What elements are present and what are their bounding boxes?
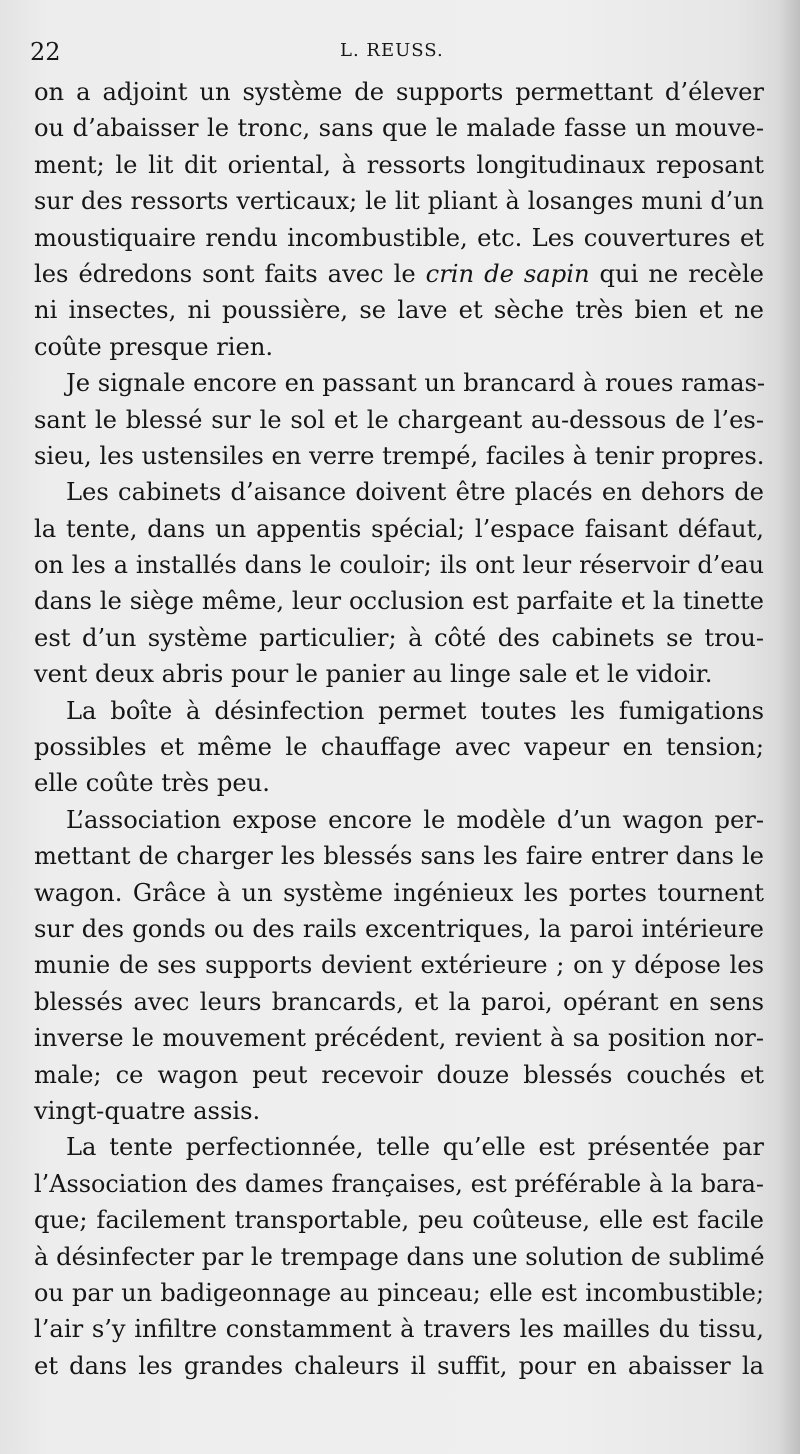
text-line: sieu, les ustensiles en verre trempé, faciles à tenir propres. xyxy=(34,441,765,470)
text-line: Les cabinets d’aisance doivent être placés en dehors de xyxy=(66,478,764,507)
page-edge-shadow xyxy=(778,0,800,1454)
text-line: sur des ressorts verticaux; le lit pliant à losanges muni d’un xyxy=(34,187,764,216)
text-line: male; ce wagon peut recevoir douze blessés couchés et xyxy=(34,1060,764,1089)
text-line: vingt-quatre assis. xyxy=(34,1096,261,1125)
text-line: l’Association des dames françaises, est préférable à la bara- xyxy=(34,1169,764,1198)
text-line: les édredons sont faits avec le crin de sapin qui ne recèle xyxy=(34,259,765,288)
text-line: ou par un badigeonnage au pinceau; elle est incombustible; xyxy=(34,1278,764,1307)
text-line: dans le siège même, leur occlusion est parfaite et la tinette xyxy=(34,587,764,616)
italic-phrase: crin de sapin xyxy=(425,259,590,288)
text-line: wagon. Grâce à un système ingénieux les portes tournent xyxy=(34,878,764,907)
text-line: La boîte à désinfection permet toutes les fumigations xyxy=(66,696,764,725)
text-line: la tente, dans un appentis spécial; l’espace faisant défaut, xyxy=(34,514,764,543)
text-line: ni insectes, ni poussière, se lave et sèche très bien et ne xyxy=(34,296,764,325)
text-line: elle coûte très peu. xyxy=(34,769,270,798)
text-line: possibles et même le chauffage avec vapeur en tension; xyxy=(34,733,764,762)
body-text xyxy=(34,74,764,1384)
text-line: Je signale encore en passant un brancard à roues ramas- xyxy=(66,369,766,398)
running-head xyxy=(30,38,760,66)
text-line: l’air s’y infiltre constamment à travers les mailles du tissu, xyxy=(34,1315,764,1344)
text-line: ment; le lit dit oriental, à ressorts longitudinaux reposant xyxy=(34,150,764,179)
text-line: moustiquaire rendu incombustible, etc. Les couvertures et xyxy=(34,223,764,252)
text-line: mettant de charger les blessés sans les faire entrer dans le xyxy=(34,842,764,871)
text-line: blessés avec leurs brancards, et la paroi, opérant en sens xyxy=(34,987,764,1016)
page-number: 22 xyxy=(30,38,61,66)
text-line: on a adjoint un système de supports permettant d’élever xyxy=(34,78,764,106)
text-line: inverse le mouvement précédent, revient à sa position nor- xyxy=(34,1024,764,1053)
text-line: L’association expose encore le modèle d’un wagon per- xyxy=(66,805,764,834)
text-line: ou d’abaisser le tronc, sans que le malade fasse un mouve- xyxy=(34,114,764,143)
text-line: coûte presque rien. xyxy=(34,332,274,361)
text-line: La tente perfectionnée, telle qu’elle est présentée par xyxy=(66,1133,764,1162)
text-line: sant le blessé sur le sol et le chargeant au-dessous de l’es- xyxy=(34,405,764,434)
text-line: on les a installés dans le couloir; ils ont leur réservoir d’eau xyxy=(34,551,764,580)
text-line: vent deux abris pour le panier au linge sale et le vidoir. xyxy=(34,660,713,689)
text-line: et dans les grandes chaleurs il suffit, pour en abaisser la xyxy=(34,1351,764,1380)
text-line: que; facilement transportable, peu coûteuse, elle est facile xyxy=(34,1206,764,1235)
running-head-author: L. REUSS. xyxy=(340,40,444,61)
text-line: est d’un système particulier; à côté des cabinets se trou- xyxy=(34,623,764,652)
text-line: munie de ses supports devient extérieure ; on y dépose les xyxy=(34,951,764,980)
text-line: sur des gonds ou des rails excentriques, la paroi intérieure xyxy=(34,914,764,943)
text-line: à désinfecter par le trempage dans une solution de sublimé xyxy=(34,1242,765,1271)
